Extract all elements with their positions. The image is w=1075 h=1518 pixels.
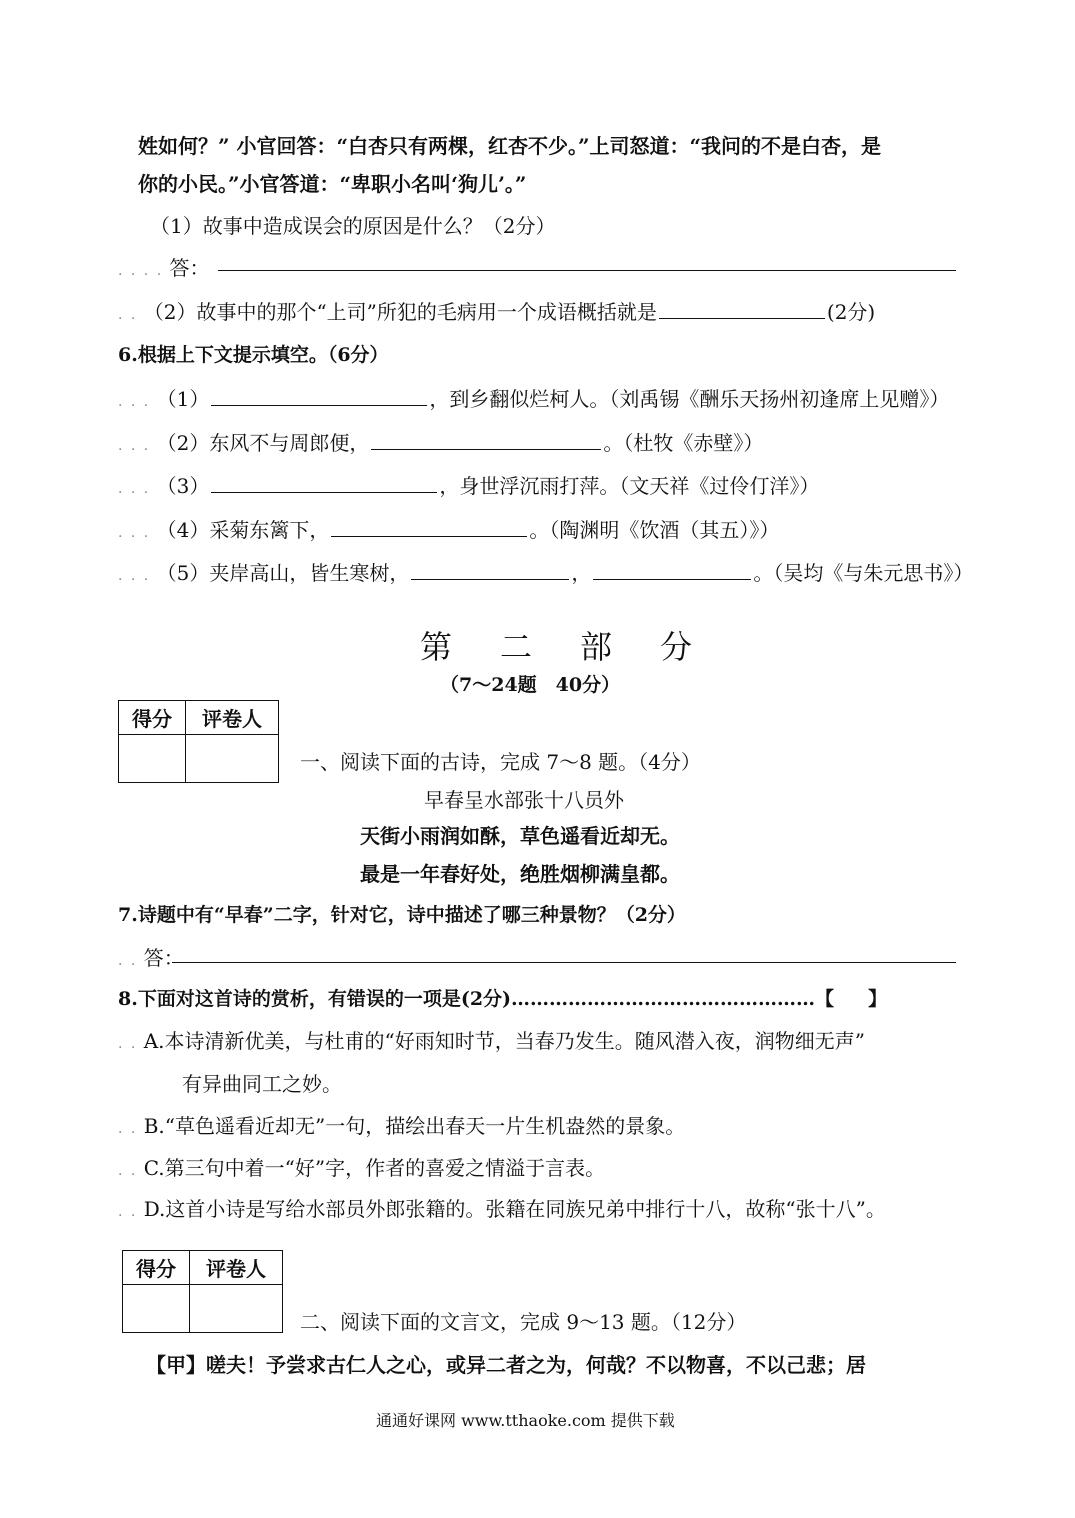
q5-sub2-blank[interactable]	[659, 298, 825, 319]
score-cell[interactable]	[123, 1285, 190, 1333]
q5-answer-row	[118, 252, 210, 281]
q6-blank-2[interactable]	[371, 429, 601, 450]
q8-option-c[interactable]: . . C.第三句中着一“好”字，作者的喜爱之情溢于言表。	[118, 1156, 606, 1180]
poem-title: 早春呈水部张十八员外	[424, 788, 624, 812]
grader-header: 评卷人	[190, 1251, 283, 1285]
q6-blank-1[interactable]	[211, 385, 427, 406]
q5-sub2-score: (2分)	[826, 300, 876, 324]
q5-sub1: （1）故事中造成误会的原因是什么？（2分）	[150, 214, 556, 238]
part2-subtitle: （7～24题 40分）	[440, 674, 621, 696]
leader-dots: . . . .	[118, 263, 164, 279]
score-table-1	[118, 700, 279, 783]
q6-item-3: . . . （3） ，身世浮沉雨打萍。（文天祥《过伶仃洋》）	[118, 474, 820, 498]
q7-answer-line[interactable]	[172, 962, 956, 963]
section1-heading: 一、阅读下面的古诗，完成 7～8 题。（4分）	[300, 750, 701, 774]
q5-sub2-row: . . （2）故事中的那个“上司”所犯的毛病用一个成语概括就是 (2分)	[118, 300, 876, 324]
passage-line-2: 你的小民。”小官答道：“卑职小名叫‘狗儿’。”	[138, 172, 527, 196]
page-footer: 通通好课网 www.tthaoke.com 提供下载	[376, 1411, 675, 1430]
q8-row: 8.下面对这首诗的赏析，有错误的一项是(2分)…………………………………………【 】	[118, 988, 888, 1010]
q5-answer-line[interactable]	[218, 270, 956, 271]
grader-cell[interactable]	[186, 735, 279, 783]
q6-item-4: . . . （4）采菊东篱下， 。（陶渊明《饮酒（其五）》）	[118, 518, 780, 542]
q7-text: 7.诗题中有“早春”二字，针对它，诗中描述了哪三种景物？（2分）	[118, 904, 686, 926]
section2-heading: 二、阅读下面的文言文，完成 9～13 题。（12分）	[300, 1310, 747, 1334]
q8-option-a-cont: 有异曲同工之妙。	[182, 1072, 342, 1096]
q6-blank-5a[interactable]	[411, 559, 569, 580]
grader-header: 评卷人	[186, 701, 279, 735]
grader-cell[interactable]	[190, 1285, 283, 1333]
q6-title: 6.根据上下文提示填空。（6分）	[118, 344, 389, 366]
score-table-2	[122, 1250, 283, 1333]
q8-text: 8.下面对这首诗的赏析，有错误的一项是(2分)	[118, 988, 512, 1010]
q8-option-d[interactable]: . . D.这首小诗是写给水部员外郎张籍的。张籍在同族兄弟中排行十八，故称“张十八”。	[118, 1197, 886, 1221]
q6-item-1: . . . （1） ，到乡翻似烂柯人。（刘禹锡《酬乐天扬州初逢席上见赠》）	[118, 387, 950, 411]
q6-blank-5b[interactable]	[593, 559, 751, 580]
part2-title: 第二部分	[420, 628, 741, 666]
q8-leader: …………………………………………	[511, 988, 816, 1010]
score-header: 得分	[119, 701, 186, 735]
q6-blank-3[interactable]	[211, 472, 437, 493]
q7-answer-label: 答：	[143, 946, 184, 970]
q7-answer-row: . . 答：	[118, 946, 184, 970]
q5-answer-label: 答：	[169, 256, 210, 280]
poem-line-2: 最是一年春好处，绝胜烟柳满皇都。	[360, 862, 680, 886]
q5-sub2: （2）故事中的那个“上司”所犯的毛病用一个成语概括就是	[143, 300, 657, 324]
q8-option-a[interactable]: . . A.本诗清新优美，与杜甫的“好雨知时节，当春乃发生。随风潜入夜，润物细无声”	[118, 1029, 865, 1053]
poem-line-1: 天街小雨润如酥，草色遥看近却无。	[360, 824, 680, 848]
q6-item-2: . . . （2）东风不与周郎便， 。（杜牧《赤壁》）	[118, 431, 764, 455]
passage-line-1: 姓如何？” 小官回答：“白杏只有两棵，红杏不少。”上司怒道：“我问的不是白杏，是	[138, 134, 881, 158]
q6-blank-4[interactable]	[331, 516, 527, 537]
score-cell[interactable]	[119, 735, 186, 783]
jia-text-line: 【甲】嗟夫！予尝求古仁人之心，或异二者之为，何哉？不以物喜，不以己悲；居	[146, 1353, 866, 1377]
q6-item-5: . . . （5）夹岸高山，皆生寒树， ， 。（吴均《与朱元思书》）	[118, 561, 974, 585]
score-header: 得分	[123, 1251, 190, 1285]
q8-option-b[interactable]: . . B.“草色遥看近却无”一句，描绘出春天一片生机盎然的景象。	[118, 1114, 686, 1138]
